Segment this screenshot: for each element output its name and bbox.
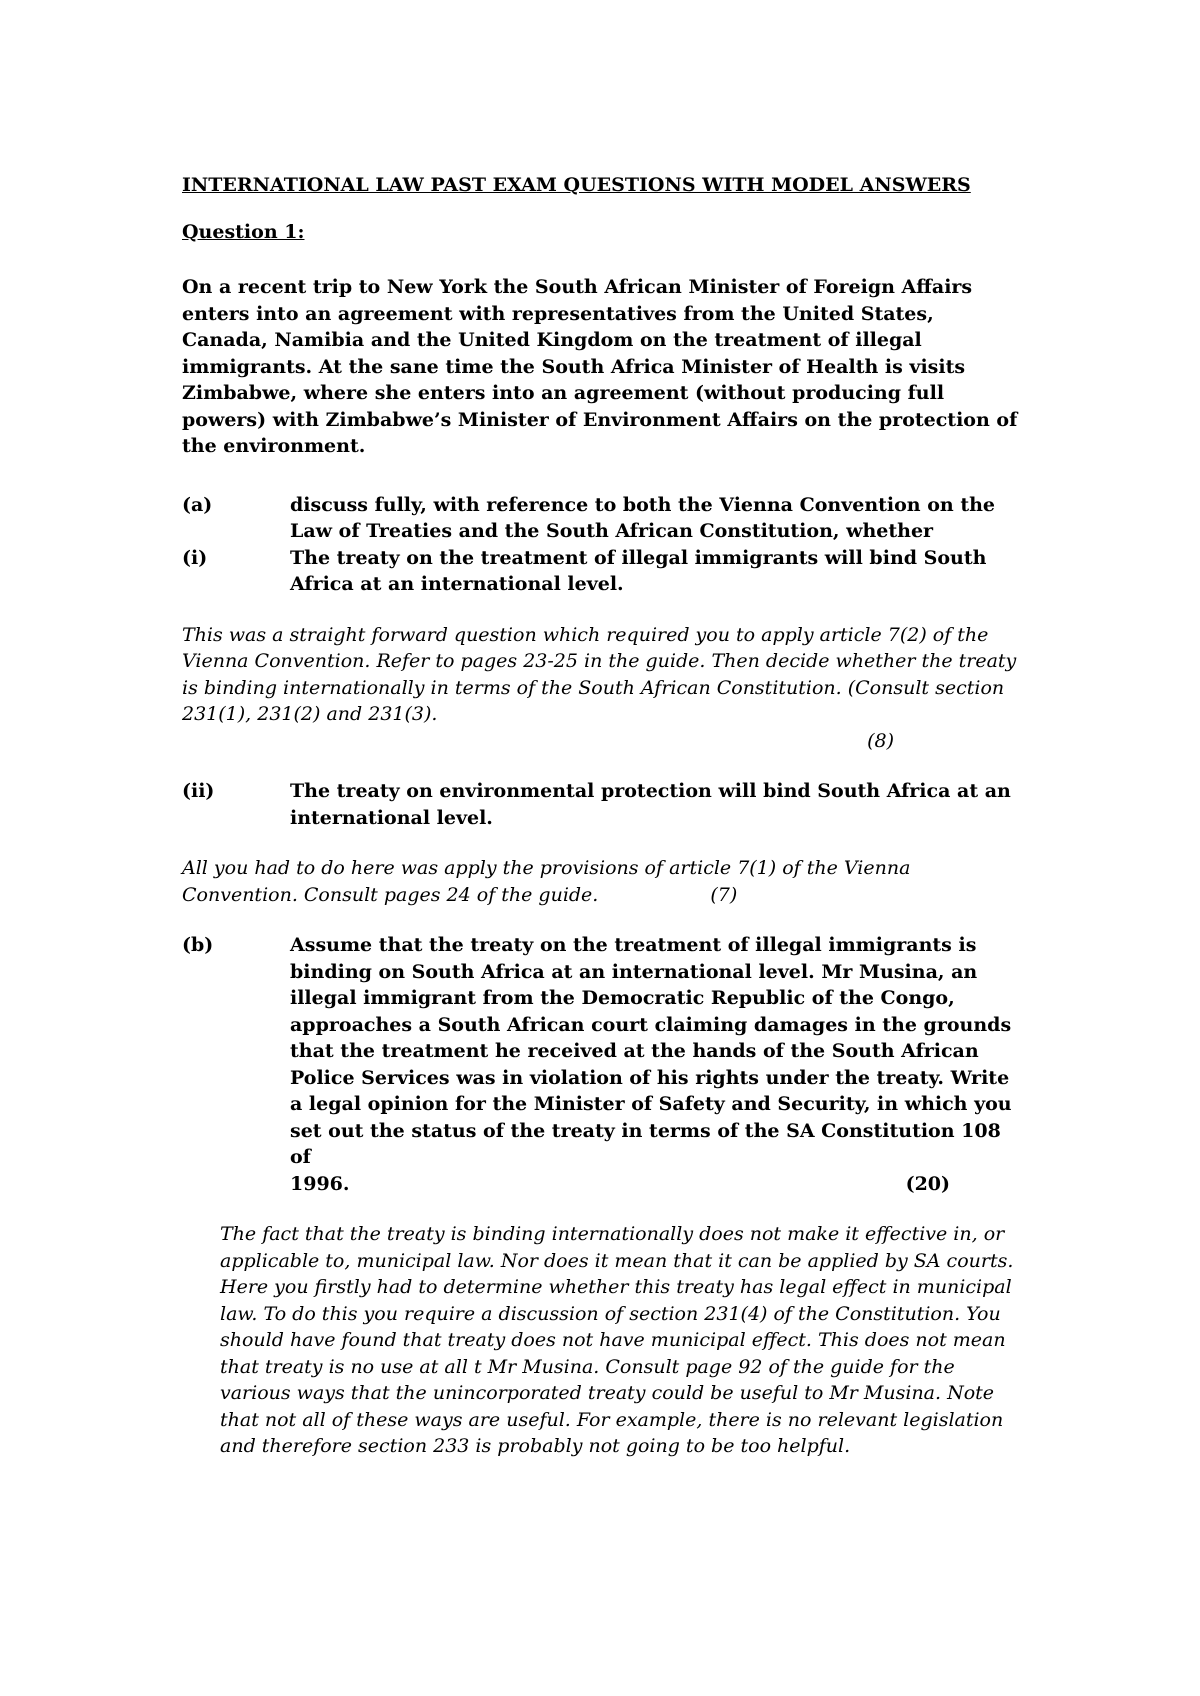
- answer-i: [182, 622, 1022, 755]
- document-content: [182, 172, 1022, 1460]
- part-b-mark: (20): [905, 1172, 950, 1195]
- part-i-text: The treaty on the treatment of illegal immigrants will bind South Africa at an international level.: [290, 546, 987, 595]
- part-ii-text: The treaty on environmental protection will bind South Africa at an international level.: [290, 780, 1011, 829]
- answer-i-text: This was a straight forward question which required you to apply article 7(2) of the Vienna Convention. Refer to pages 23-25 in the guide. Then decide whether the treaty is binding internationally in terms of the South African Constitution. (Consult section 231(1), 231(2) and 231(3).: [182, 623, 1017, 725]
- part-b-body: [290, 932, 1022, 1197]
- part-b: [182, 932, 1022, 1197]
- answer-i-mark: (8): [867, 729, 894, 752]
- part-b-label: (b): [182, 934, 214, 956]
- part-b-text: Assume that the treaty on the treatment of illegal immigrants is binding on South Africa at an international level. Mr Musina, an illegal immigrant from the Democratic Republic of the Congo, approaches a South African court claiming damages in the grounds that the treatment he received at the hands of the South African Police Services was in violation of his rights under the treaty. Write a legal opinion for the Minister of Safety and Security, in which you set out the status of the treaty in terms of the SA Constitution 108 of: [290, 934, 1012, 1168]
- document-title: INTERNATIONAL LAW PAST EXAM QUESTIONS WITH MODEL ANSWERS: [182, 174, 971, 196]
- part-a-text: discuss fully, with reference to both the Vienna Convention on the Law of Treaties and the South African Constitution, whether: [290, 493, 996, 542]
- part-ii: [182, 778, 1022, 831]
- question-label: Question 1:: [182, 220, 305, 243]
- answer-ii: [182, 855, 1022, 908]
- part-ii-label: (ii): [182, 780, 215, 802]
- part-i: [182, 545, 1022, 598]
- part-b-tail-row: [290, 1171, 1022, 1198]
- answer-b-text: The fact that the treaty is binding internationally does not make it effective in, or applicable to, municipal law. Nor does it mean that it can be applied by SA courts. Here you firstly had to determine whether this treaty has legal effect in municipal law. To do this you require a discussion of section 231(4) of the Constitution. You should have found that treaty does not have municipal effect. This does not mean that treaty is no use at all t Mr Musina. Consult page 92 of the guide for the various ways that the unincorporated treaty could be useful to Mr Musina. Note that not all of these ways are useful. For example, there is no relevant legislation and therefore section 233 is probably not going to be too helpful.: [220, 1223, 1014, 1457]
- part-a: [182, 492, 1022, 545]
- answer-ii-text: All you had to do here was apply the provisions of article 7(1) of the Vienna Convention. Consult pages 24 of the guide.: [182, 857, 911, 906]
- answer-ii-mark: (7): [710, 883, 738, 906]
- part-a-label: (a): [182, 493, 213, 516]
- part-i-label: (i): [182, 546, 208, 569]
- part-b-tail: 1996.: [290, 1172, 350, 1195]
- question-intro: On a recent trip to New York the South African Minister of Foreign Affairs enters into an agreement with representatives from the United States, Canada, Namibia and the United Kingdom on the treatment of illegal immigrants. At the sane time the South Africa Minister of Health is visits Zimbabwe, where she enters into an agreement (without producing full powers) with Zimbabwe’s Minister of Environment Affairs on the protection of the environment.: [182, 276, 1018, 457]
